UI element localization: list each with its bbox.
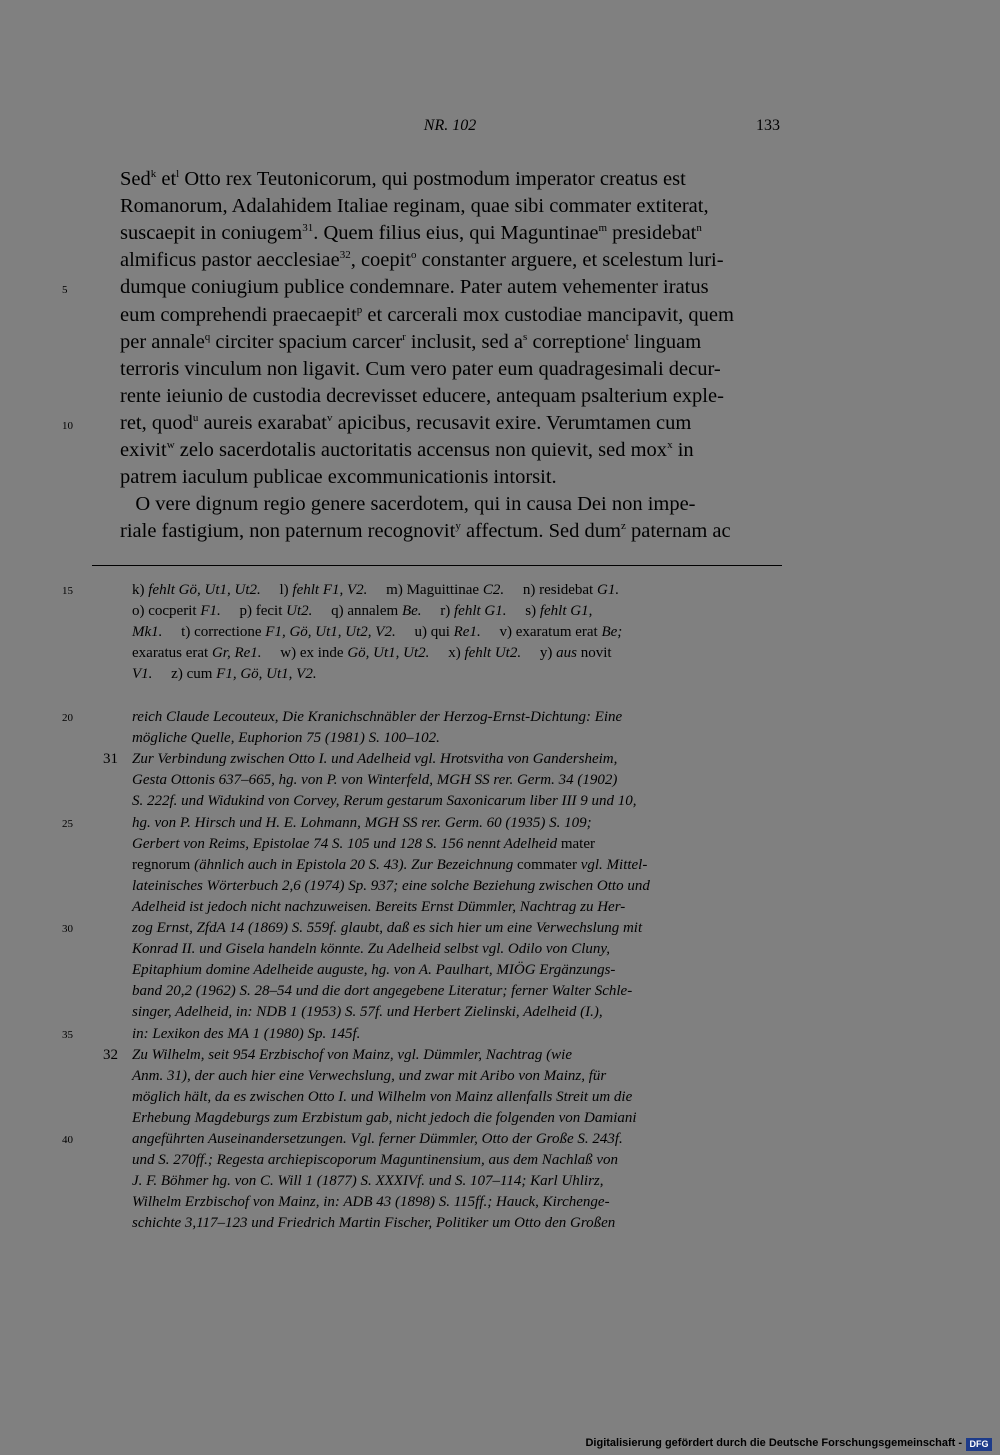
note-line: Zu Wilhelm, seit 954 Erzbischof von Mainz, vgl. Dümmler, Nachtrag (wie <box>132 1046 572 1063</box>
footnote-line: k) fehlt Gö, Ut1, Ut2. l) fehlt F1, V2. m) Maguittinae C2. n) residebat G1. <box>132 582 620 598</box>
note-line: Anm. 31), der auch hier eine Verwechslung, und zwar mit Aribo von Mainz, für <box>132 1067 607 1084</box>
note-line: Zur Verbindung zwischen Otto I. und Adelheid vgl. Hrotsvitha von Gandersheim, <box>132 751 618 768</box>
note-line: Epitaphium domine Adelheide auguste, hg. von A. Paulhart, MIÖG Ergänzungs- <box>132 962 616 979</box>
note-line: Konrad II. und Gisela handeln könnte. Zu Adelheid selbst vgl. Odilo von Cluny, <box>132 941 611 958</box>
line-number: 35 <box>62 1028 73 1041</box>
note-line: S. 222f. und Widukind von Corvey, Rerum gestarum Saxonicarum liber III 9 und 10, <box>132 793 637 810</box>
line-number: 25 <box>62 817 73 830</box>
text-line: eum comprehendi praecaepit$^p$ et carcerali mox custodiae mancipavit, quem <box>120 303 734 326</box>
text-line: terroris vinculum non ligavit. Cum vero pater eum quadragesimali decur- <box>120 357 721 380</box>
note-line: J. F. Böhmer hg. von C. Will 1 (1877) S. XXXIVf. und S. 107–114; Karl Uhlirz, <box>132 1173 604 1190</box>
note-line: Wilhelm Erzbischof von Mainz, in: ADB 43 (1898) S. 115ff.; Hauck, Kirchenge- <box>132 1194 610 1211</box>
line-number: 20 <box>62 712 73 724</box>
line-number: 5 <box>62 284 68 297</box>
footnote-line: V1. z) cum F1, Gö, Ut1, V2. <box>132 666 317 682</box>
page-number: 133 <box>756 117 780 134</box>
text-line: patrem iaculum publicae excommunicationis intorsit. <box>120 466 557 489</box>
text-line: suscaepit in coniugem$^{31}$. Quem filius eius, qui Maguntinae$^m$ presidebat$^n$ <box>120 222 702 245</box>
note-line: möglich hält, da es zwischen Otto I. und Wilhelm von Mainz allenfalls Streit um die <box>132 1088 633 1105</box>
dfg-logo: DFG <box>966 1438 992 1451</box>
line-number: 40 <box>62 1134 73 1146</box>
note-line: Gerbert von Reims, Epistolae 74 S. 105 und 128 S. 156 nennt Adelheid mater <box>132 835 595 852</box>
text-line: O vere dignum regio genere sacerdotem, qui in causa Dei non impe- <box>120 493 696 516</box>
footnote-separator <box>92 565 782 566</box>
text-line: ret, quod$^u$ aureis exarabat$^v$ apicibus, recusavit exire. Verumtamen cum <box>120 411 692 434</box>
note-number: 32 <box>103 1046 118 1063</box>
note-line: angeführten Auseinandersetzungen. Vgl. ferner Dümmler, Otto der Große S. 243f. <box>132 1131 623 1147</box>
note-number: 31 <box>103 751 118 768</box>
note-line: lateinisches Wörterbuch 2,6 (1974) Sp. 937; eine solche Beziehung zwischen Otto und <box>132 877 650 894</box>
note-line: reich Claude Lecouteux, Die Kranichschnäbler der Herzog-Ernst-Dichtung: Eine <box>132 709 623 725</box>
line-number: 10 <box>62 419 73 432</box>
note-line: schichte 3,117–123 und Friedrich Martin Fischer, Politiker um Otto den Großen <box>132 1215 616 1232</box>
note-line: regnorum (ähnlich auch in Epistola 20 S. 43). Zur Bezeichnung commater vgl. Mittel- <box>132 856 648 873</box>
header-title: NR. 102 <box>423 117 477 134</box>
footnote-line: Mk1. t) correctione F1, Gö, Ut1, Ut2, V2. u) qui Re1. v) exaratum erat Be; <box>132 624 623 640</box>
text-line: Sed$^k$ $et^l$ Otto rex Teutonicorum, qui postmodum imperator creatus est <box>120 168 686 190</box>
note-line: in: Lexikon des MA 1 (1980) Sp. 145f. <box>132 1025 361 1042</box>
note-line: und S. 270ff.; Regesta archiepiscoporum Maguntinensium, aus dem Nachlaß von <box>132 1152 619 1169</box>
line-number: 15 <box>62 585 73 597</box>
text-line: rente ieiunio de custodia decrevisset educere, antequam psalterium exple- <box>120 384 724 407</box>
text-line: per annale$^q$ circiter spacium carcer$^r$ inclusit, sed $a^s$ correptione$^t$ linguam <box>120 330 702 353</box>
text-line: exivit$^w$ zelo sacerdotalis auctoritatis accensus non quievit, sed mox$^x$ in <box>120 439 694 461</box>
note-line: Gesta Ottonis 637–665, hg. von P. von Winterfeld, MGH SS rer. Germ. 34 (1902) <box>132 772 618 789</box>
footer-credit: Digitalisierung gefördert durch die Deutsche Forschungsgemeinschaft - <box>585 1437 962 1449</box>
text-line: almificus pastor aecclesiae$^{32}$, coepit$^o$ constanter arguere, et scelestum luri- <box>120 249 724 272</box>
note-line: Erhebung Magdeburgs zum Erzbistum gab, nicht jedoch die folgenden von Damiani <box>132 1109 637 1126</box>
note-line: Adelheid ist jedoch nicht nachzuweisen. Bereits Ernst Dümmler, Nachtrag zu Her- <box>132 898 626 915</box>
footnote-line: o) cocperit F1. p) fecit Ut2. q) annalem Be. r) fehlt G1. s) fehlt G1, <box>132 603 593 619</box>
line-number: 30 <box>62 923 73 935</box>
text-line: riale fastigium, non paternum recognovit$^y$ affectum. Sed dum$^z$ paternam ac <box>120 520 731 543</box>
running-header <box>120 117 780 139</box>
text-line: Romanorum, Adalahidem Italiae reginam, quae sibi commater extiterat, <box>120 195 709 218</box>
note-line: singer, Adelheid, in: NDB 1 (1953) S. 57f. und Herbert Zielinski, Adelheid (I.), <box>132 1004 603 1021</box>
footnote-line: exaratus erat Gr, Re1. w) ex inde Gö, Ut1, Ut2. x) fehlt Ut2. y) aus novit <box>132 645 612 661</box>
text-line: dumque coniugium publice condemnare. Pater autem vehementer iratus <box>120 276 709 299</box>
note-line: mögliche Quelle, Euphorion 75 (1981) S. 100–102. <box>132 730 440 747</box>
note-line: band 20,2 (1962) S. 28–54 und die dort angegebene Literatur; ferner Walter Schle- <box>132 983 633 1000</box>
note-line: zog Ernst, ZfdA 14 (1869) S. 559f. glaubt, daß es sich hier um eine Verwechslung mit <box>132 920 643 936</box>
note-line: hg. von P. Hirsch und H. E. Lohmann, MGH SS rer. Germ. 60 (1935) S. 109; <box>132 814 592 831</box>
